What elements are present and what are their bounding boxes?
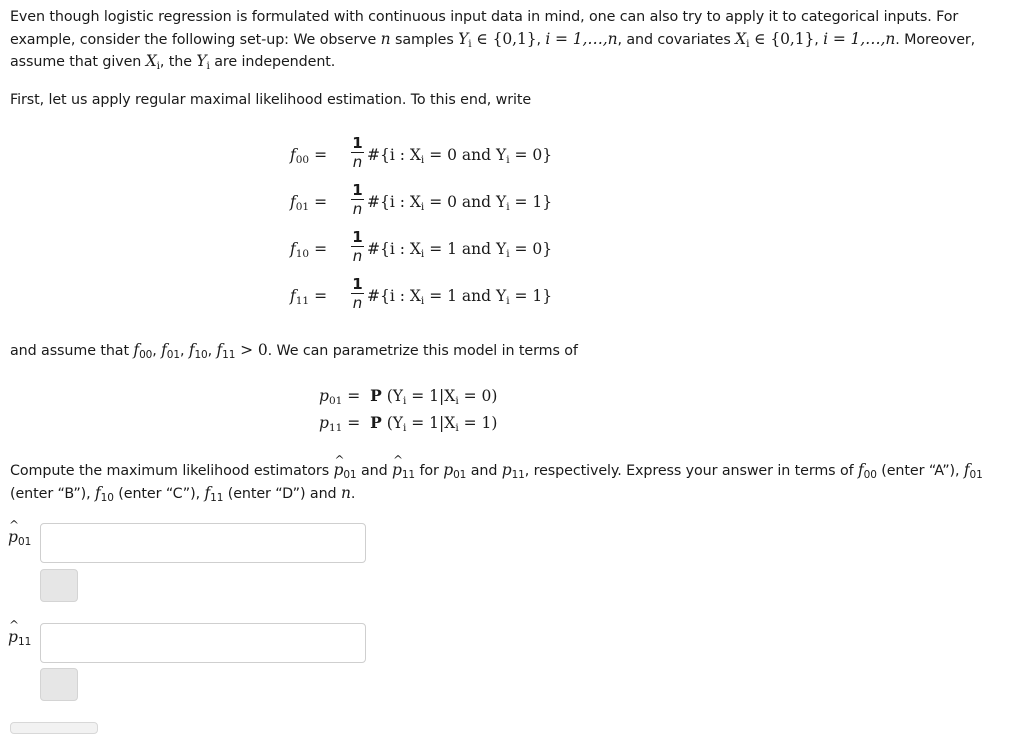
answer-p01-input[interactable] xyxy=(40,523,366,563)
def-f10-rhs: #{i : $X_i = 1$ and $Y_i = 0$} xyxy=(367,240,553,260)
answer-p11-label: ^ $p_{11}$ xyxy=(8,628,31,646)
def-f00-lhs: $f_{00}$ = xyxy=(290,146,328,166)
answer-p01-label: ^ $p_{01}$ xyxy=(8,528,31,546)
def-f11-lhs: $f_{11}$ = xyxy=(290,287,328,307)
def-f01-lhs: $f_{01}$ = xyxy=(290,193,328,213)
task-paragraph: Compute the maximum likelihood estimators ^ $p_{01}$ and ^ $p_{11}$ for $p_{01}$ and $p_{11}$, respectively. Express your answer in terms of $f_{00}$ (enter “A”), $f_{01}$ (enter “B”), $f_{10}$ (enter “C”), $f_{11}$ (enter “D”) and n. xyxy=(10,460,1010,505)
def-f00-fraction: 1 n xyxy=(352,134,363,171)
assume-paragraph: and assume that $f_{00}$, $f_{01}$, $f_{10}$, $f_{11} > 0$. We can parametrize this model in terms of xyxy=(10,341,578,361)
def-f01-fraction: 1 n xyxy=(352,181,363,218)
param-p11: $p_{11} = P$ $(Y_i = 1|X_i = 1)$ xyxy=(319,413,498,434)
param-p01: $p_{01} = P$ $(Y_i = 1|X_i = 0)$ xyxy=(319,386,498,407)
answer-p11-check-button[interactable] xyxy=(40,668,78,701)
intro-paragraph: Even though logistic regression is formulated with continuous input data in mind, one can also try to apply it to categorical inputs. For example, consider the following set-up: We observe n samples $Y_i$ ∈ {0,1}, i = 1,…,n, and covariates $X_i$ ∈ {0,1}, i = 1,…,n. Moreover, assume that given $X_i$, the $Y_i$ are independent. xyxy=(10,9,976,72)
answer-p11-input[interactable] xyxy=(40,623,366,663)
def-f10-lhs: $f_{10}$ = xyxy=(290,240,328,260)
def-f11-rhs: #{i : $X_i = 1$ and $Y_i = 1$} xyxy=(367,287,553,307)
def-f11-fraction: 1 n xyxy=(352,275,363,312)
def-f00-rhs: #{i : $X_i = 0$ and $Y_i = 0$} xyxy=(367,146,553,166)
def-f01-rhs: #{i : $X_i = 0$ and $Y_i = 1$} xyxy=(367,193,553,213)
mle-intro-text: First, let us apply regular maximal likelihood estimation. To this end, write xyxy=(10,92,532,108)
answer-p01-check-button[interactable] xyxy=(40,569,78,602)
submit-button[interactable] xyxy=(10,722,98,734)
def-f10-fraction: 1 n xyxy=(352,228,363,265)
